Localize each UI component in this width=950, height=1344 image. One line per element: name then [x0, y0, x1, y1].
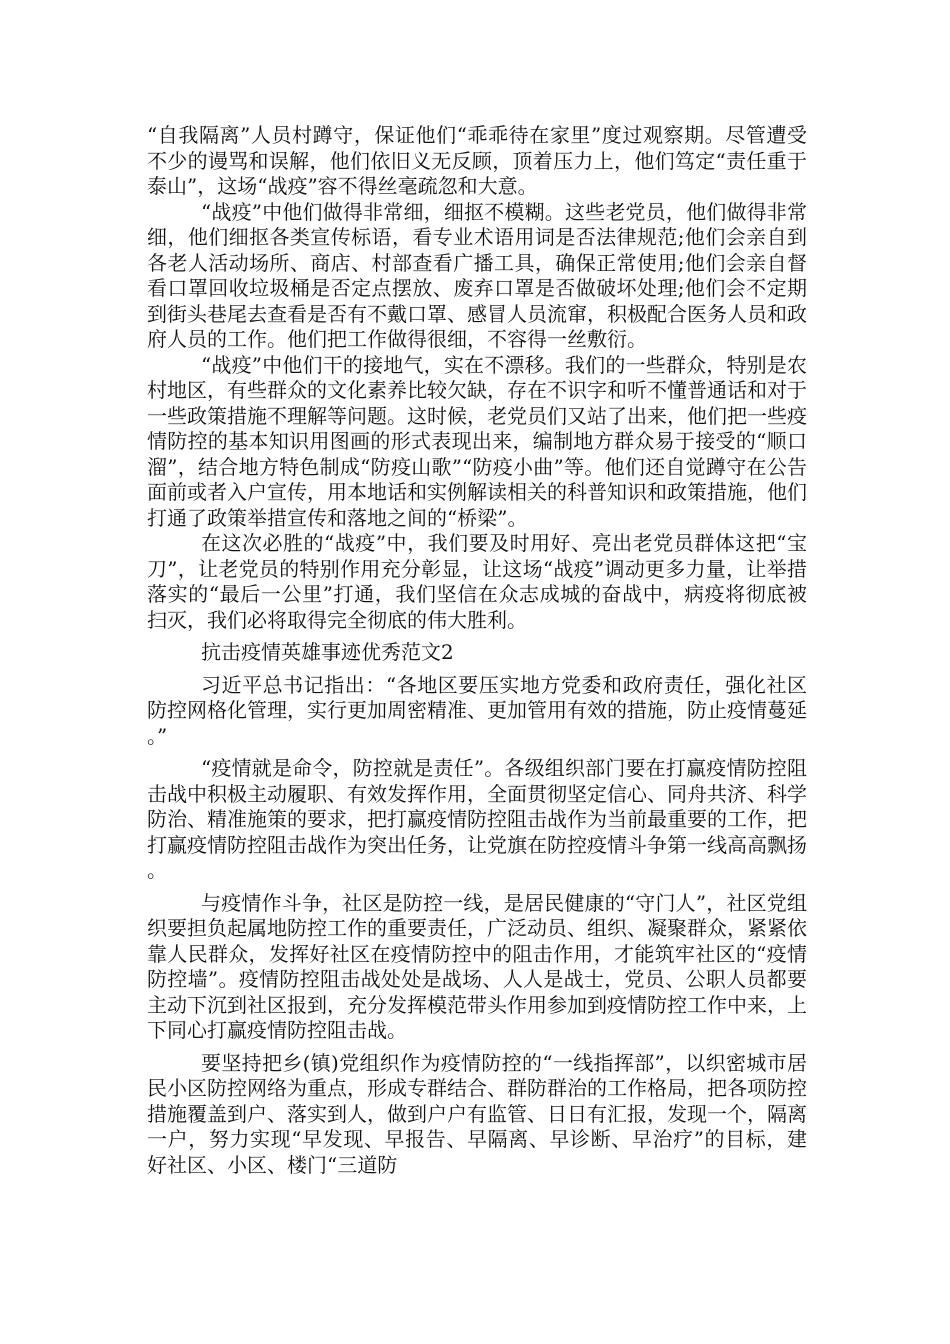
paragraph: “战疫”中他们干的接地气，实在不漂移。我们的一些群众，特别是农村地区，有些群众的文化素养比较欠缺，存在不识字和听不懂普通话和对于一些政策措施不理解等问题。这时候，老党员们又站了出来，他们把一些疫情防控的基本知识用图画的形式表现出来，编制地方群众易于接受的“顺口溜”，结合地方特色制成“防疫山歌”“防疫小曲”等。他们还自觉蹲守在公告面前或者入户宣传，用本地话和实例解读相关的科普知识和政策措施，他们打通了政策举措宣传和落地之间的“桥梁”。 [147, 352, 807, 530]
section-heading: 抗击疫情英雄事迹优秀范文2 [201, 640, 454, 664]
article-body [147, 123, 807, 1178]
paragraph: 与疫情作斗争，社区是防控一线，是居民健康的“守门人”，社区党组织要担负起属地防控工作的重要责任，广泛动员、组织、凝聚群众，紧紧依靠人民群众，发挥好社区在疫情防控中的阻击作用，才能筑牢社区的“疫情防控墙”。疫情防控阻击战处处是战场、人人是战士，党员、公职人员都要主动下沉到社区报到，充分发挥模范带头作用参加到疫情防控工作中来，上下同心打赢疫情防控阻击战。 [147, 890, 807, 1042]
paragraph: 在这次必胜的“战疫”中，我们要及时用好、亮出老党员群体这把“宝刀”，让老党员的特别作用充分彰显，让这场“战疫”调动更多力量，让举措落实的“最后一公里”打通，我们坚信在众志成城的奋战中，病疫将彻底被扫灭，我们必将取得完全彻底的伟大胜利。 [147, 531, 807, 632]
paragraph-continuation: “自我隔离”人员村蹲守，保证他们“乖乖待在家里”度过观察期。尽管遭受不少的谩骂和误解，他们依旧义无反顾，顶着压力上，他们笃定“责任重于泰山”，这场“战疫”容不得丝毫疏忽和大意。 [147, 123, 807, 198]
paragraph: “战疫”中他们做得非常细，细抠不模糊。这些老党员，他们做得非常细，他们细抠各类宣传标语，看专业术语用词是否法律规范;他们会亲自到各老人活动场所、商店、村部查看广播工具，确保正常使用;他们会亲自督看口罩回收垃圾桶是否定点摆放、废弃口罩是否做破坏处理;他们会不定期到街头巷尾去查看是否有不戴口罩、感冒人员流窜，积极配合医务人员和政府人员的工作。他们把工作做得很细，不容得一丝敷衍。 [147, 199, 807, 351]
paragraph: 习近平总书记指出：“各地区要压实地方党委和政府责任，强化社区防控网格化管理，实行更加周密精准、更加管用有效的措施，防止疫情蔓延。” [147, 672, 807, 748]
paragraph: “疫情就是命令，防控就是责任”。各级组织部门要在打赢疫情防控阻击战中积极主动履职、有效发挥作用，全面贯彻坚定信心、同舟共济、科学防治、精准施策的要求，把打赢疫情防控阻击战作为当前最重要的工作，把打赢疫情防控阻击战作为突出任务，让党旗在防控疫情斗争第一线高高飘扬。 [147, 756, 807, 882]
paragraph: 要坚持把乡(镇)党组织作为疫情防控的“一线指挥部”，以织密城市居民小区防控网络为重点，形成专群结合、群防群治的工作格局，把各项防控措施覆盖到户、落实到人，做到户户有监管、日日有汇报，发现一个，隔离一户，努力实现“早发现、早报告、早隔离、早诊断、早治疗”的目标，建好社区、小区、楼门“三道防 [147, 1050, 807, 1177]
